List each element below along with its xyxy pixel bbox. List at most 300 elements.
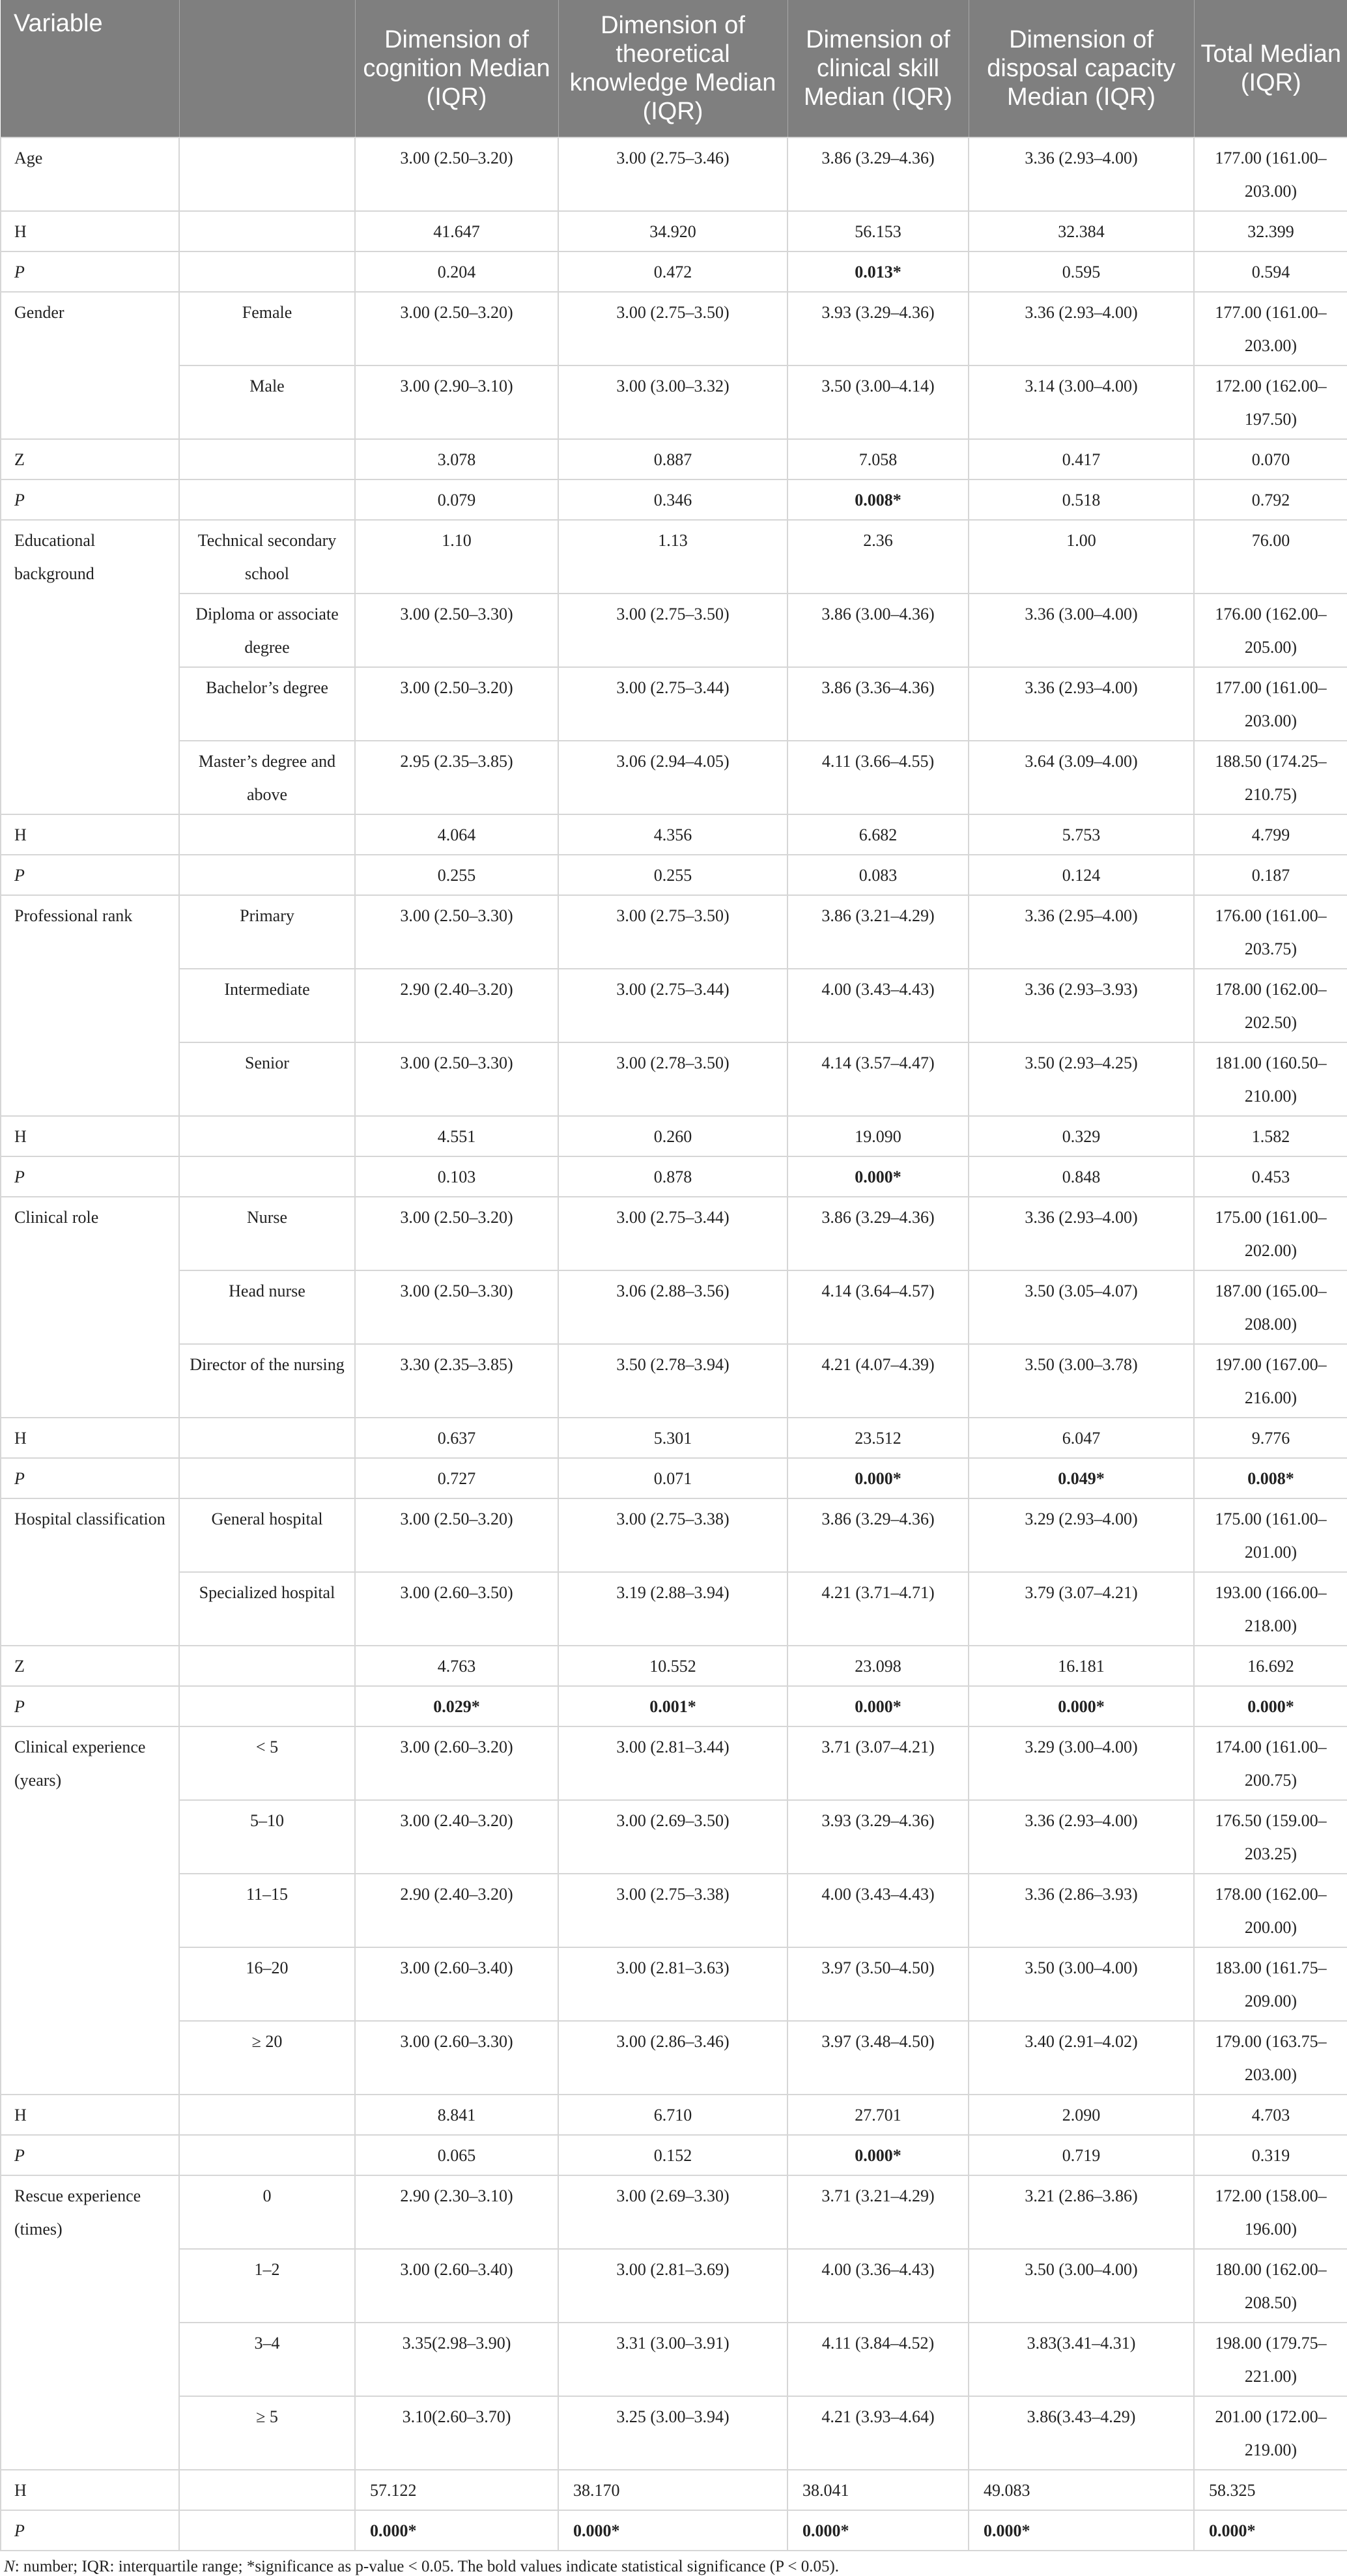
- value-cell: [787, 292, 969, 365]
- cell-value: 3.00 (2.75–3.50): [616, 906, 730, 925]
- value-cell: [355, 1418, 558, 1458]
- table-row: [1, 2510, 1347, 2551]
- value-cell: [969, 1572, 1194, 1646]
- value-cell: [355, 741, 558, 814]
- cell-value: 3.25 (3.00–3.94): [616, 2407, 730, 2426]
- value-cell: [787, 1800, 969, 1874]
- table-row: [1, 1458, 1347, 1498]
- value-cell: [355, 1874, 558, 1947]
- value-cell: [558, 211, 787, 251]
- variable-cell: Clinical experience (years): [1, 1726, 179, 2095]
- value-cell: [558, 251, 787, 292]
- value-cell: [1194, 1418, 1347, 1458]
- significant-value: 0.000*: [855, 1167, 901, 1186]
- cell-value: 0.878: [653, 1167, 692, 1186]
- cell-value: 56.153: [855, 222, 901, 241]
- table-header: [1, 0, 1347, 137]
- cell-value: 3.30 (2.35–3.85): [400, 1355, 513, 1374]
- subgroup-cell: [179, 2135, 355, 2175]
- value-cell: [355, 2021, 558, 2095]
- value-cell: [558, 520, 787, 594]
- cell-value: 197.00 (167.00–216.00): [1215, 1355, 1327, 1407]
- cell-value: 3.86 (3.29–4.36): [821, 1208, 935, 1227]
- value-cell: [969, 439, 1194, 479]
- value-cell: [1194, 814, 1347, 855]
- cell-value: 176.00 (162.00–205.00): [1215, 605, 1327, 657]
- value-cell: [1194, 479, 1347, 520]
- cell-value: 3.14 (3.00–4.00): [1025, 377, 1138, 395]
- cell-value: 3.00 (2.60–3.40): [400, 1958, 513, 1977]
- significant-value: 0.000*: [370, 2521, 417, 2540]
- table-row: [1, 855, 1347, 895]
- value-cell: [969, 814, 1194, 855]
- cell-value: 0.329: [1062, 1127, 1101, 1146]
- cell-value: 3.36 (2.93–4.00): [1025, 678, 1138, 697]
- cell-value: 178.00 (162.00–202.50): [1215, 980, 1327, 1032]
- value-cell: [787, 251, 969, 292]
- variable-cell: P: [1, 1686, 179, 1726]
- cell-value: 4.763: [437, 1657, 476, 1676]
- subgroup-cell: [179, 1646, 355, 1686]
- table-row: [1, 1726, 1347, 1800]
- cell-value: 181.00 (160.50–210.00): [1215, 1053, 1327, 1106]
- cell-value: 187.00 (165.00–208.00): [1215, 1281, 1327, 1334]
- table-row: [1, 1418, 1347, 1458]
- value-cell: [1194, 292, 1347, 365]
- cell-value: 27.701: [855, 2106, 901, 2125]
- value-cell: [1194, 1646, 1347, 1686]
- significant-value: 0.000*: [1058, 1697, 1105, 1716]
- header-cognition: Dimension of cognition Median (IQR): [355, 0, 558, 137]
- cell-value: 3.50 (3.05–4.07): [1025, 1281, 1138, 1300]
- subgroup-cell: [179, 814, 355, 855]
- value-cell: [787, 1458, 969, 1498]
- cell-value: 3.71 (3.07–4.21): [821, 1738, 935, 1756]
- cell-value: 176.00 (161.00–203.75): [1215, 906, 1327, 958]
- value-cell: [787, 1270, 969, 1344]
- value-cell: [969, 1458, 1194, 1498]
- cell-value: 4.21 (3.93–4.64): [821, 2407, 935, 2426]
- value-cell: [1194, 855, 1347, 895]
- table-row: [1, 365, 1347, 439]
- table-row: [1, 1156, 1347, 1197]
- significant-value: 0.000*: [802, 2521, 849, 2540]
- variable-cell: Rescue experience (times): [1, 2175, 179, 2470]
- subgroup-cell: [179, 211, 355, 251]
- value-cell: [355, 1726, 558, 1800]
- subgroup-cell: [179, 2470, 355, 2510]
- table-row: [1, 2249, 1347, 2323]
- cell-value: 4.11 (3.84–4.52): [821, 2334, 935, 2353]
- value-cell: [558, 2510, 787, 2551]
- cell-value: 38.170: [573, 2481, 620, 2500]
- value-cell: [787, 1646, 969, 1686]
- table-row: [1, 1572, 1347, 1646]
- value-cell: [1194, 1116, 1347, 1156]
- table-row: [1, 1498, 1347, 1572]
- cell-value: 4.799: [1251, 825, 1290, 844]
- variable-cell: P: [1, 2510, 179, 2551]
- subgroup-cell: [179, 855, 355, 895]
- value-cell: [969, 667, 1194, 741]
- cell-value: 3.00 (2.50–3.30): [400, 906, 513, 925]
- cell-value: 0.103: [437, 1167, 476, 1186]
- table-row: [1, 1686, 1347, 1726]
- footnote-abbrev: N: [4, 2558, 15, 2575]
- cell-value: 58.325: [1209, 2481, 1256, 2500]
- cell-value: 4.064: [437, 825, 476, 844]
- variable-cell: Professional rank: [1, 895, 179, 1116]
- cell-value: 3.00 (2.60–3.40): [400, 2260, 513, 2279]
- cell-value: 177.00 (161.00–203.00): [1215, 678, 1327, 730]
- value-cell: [787, 479, 969, 520]
- value-cell: [355, 2510, 558, 2551]
- value-cell: [1194, 211, 1347, 251]
- cell-value: 0.079: [437, 491, 476, 509]
- value-cell: [558, 439, 787, 479]
- cell-value: 3.00 (2.69–3.30): [616, 2186, 730, 2205]
- cell-value: 3.36 (2.93–3.93): [1025, 980, 1138, 999]
- cell-value: 188.50 (174.25–210.75): [1215, 752, 1327, 804]
- significant-value: 0.008*: [855, 491, 901, 509]
- subgroup-cell: Primary: [179, 895, 355, 969]
- value-cell: [787, 211, 969, 251]
- cell-value: 0.594: [1251, 263, 1290, 281]
- value-cell: [969, 1498, 1194, 1572]
- cell-value: 5.301: [653, 1429, 692, 1448]
- subgroup-cell: Intermediate: [179, 969, 355, 1042]
- cell-value: 3.79 (3.07–4.21): [1025, 1583, 1138, 1602]
- cell-value: 3.50 (2.93–4.25): [1025, 1053, 1138, 1072]
- significant-value: 0.029*: [433, 1697, 480, 1716]
- value-cell: [1194, 439, 1347, 479]
- value-cell: [787, 969, 969, 1042]
- variable-cell: P: [1, 1458, 179, 1498]
- value-cell: [558, 2135, 787, 2175]
- value-cell: [558, 1572, 787, 1646]
- significant-value: 0.000*: [855, 1697, 901, 1716]
- value-cell: [969, 1726, 1194, 1800]
- value-cell: [787, 1197, 969, 1270]
- cell-value: 201.00 (172.00–219.00): [1215, 2407, 1327, 2459]
- cell-value: 3.83(3.41–4.31): [1027, 2334, 1136, 2353]
- cell-value: 172.00 (162.00–197.50): [1215, 377, 1327, 429]
- value-cell: [1194, 1042, 1347, 1116]
- cell-value: 6.710: [653, 2106, 692, 2125]
- value-cell: [969, 211, 1194, 251]
- value-cell: [787, 1156, 969, 1197]
- variable-cell: Gender: [1, 292, 179, 439]
- cell-value: 3.00 (2.90–3.10): [400, 377, 513, 395]
- cell-value: 5.753: [1062, 825, 1101, 844]
- table-row: [1, 2095, 1347, 2135]
- value-cell: [558, 137, 787, 211]
- cell-value: 3.00 (2.50–3.30): [400, 1281, 513, 1300]
- value-cell: [355, 2175, 558, 2249]
- value-cell: [1194, 1686, 1347, 1726]
- variable-cell: H: [1, 2470, 179, 2510]
- cell-value: 0.071: [653, 1469, 692, 1488]
- cell-value: 3.00 (2.69–3.50): [616, 1811, 730, 1830]
- cell-value: 3.10(2.60–3.70): [402, 2407, 511, 2426]
- value-cell: [355, 1646, 558, 1686]
- value-cell: [355, 520, 558, 594]
- value-cell: [787, 1947, 969, 2021]
- value-cell: [787, 2021, 969, 2095]
- variable-cell: P: [1, 251, 179, 292]
- value-cell: [1194, 2175, 1347, 2249]
- value-cell: [969, 2095, 1194, 2135]
- cell-value: 3.00 (2.86–3.46): [616, 2032, 730, 2051]
- value-cell: [787, 1042, 969, 1116]
- value-cell: [1194, 137, 1347, 211]
- cell-value: 3.00 (2.50–3.20): [400, 678, 513, 697]
- cell-value: 193.00 (166.00–218.00): [1215, 1583, 1327, 1635]
- cell-value: 7.058: [858, 450, 898, 469]
- value-cell: [969, 365, 1194, 439]
- table-row: [1, 2021, 1347, 2095]
- value-cell: [355, 1947, 558, 2021]
- value-cell: [969, 2396, 1194, 2470]
- cell-value: 3.00 (2.60–3.50): [400, 1583, 513, 1602]
- value-cell: [355, 1458, 558, 1498]
- value-cell: [787, 855, 969, 895]
- value-cell: [558, 292, 787, 365]
- value-cell: [1194, 1197, 1347, 1270]
- cell-value: 3.36 (2.93–4.00): [1025, 149, 1138, 167]
- value-cell: [558, 1874, 787, 1947]
- value-cell: [969, 2323, 1194, 2396]
- value-cell: [355, 1116, 558, 1156]
- cell-value: 176.50 (159.00–203.25): [1215, 1811, 1327, 1863]
- header-disposal: Dimension of disposal capacity Median (IQR): [969, 0, 1194, 137]
- table-row: [1, 895, 1347, 969]
- cell-value: 3.97 (3.48–4.50): [821, 2032, 935, 2051]
- value-cell: [355, 1498, 558, 1572]
- cell-value: 3.00 (2.81–3.44): [616, 1738, 730, 1756]
- cell-value: 4.00 (3.43–4.43): [821, 980, 935, 999]
- value-cell: [969, 1686, 1194, 1726]
- value-cell: [969, 1947, 1194, 2021]
- value-cell: [558, 1156, 787, 1197]
- value-cell: [355, 2470, 558, 2510]
- value-cell: [787, 2095, 969, 2135]
- value-cell: [1194, 2510, 1347, 2551]
- subgroup-cell: ≥ 5: [179, 2396, 355, 2470]
- value-cell: [1194, 1947, 1347, 2021]
- cell-value: 180.00 (162.00–208.50): [1215, 2260, 1327, 2312]
- variable-cell: Z: [1, 1646, 179, 1686]
- cell-value: 2.090: [1062, 2106, 1101, 2125]
- cell-value: 3.71 (3.21–4.29): [821, 2186, 935, 2205]
- cell-value: 0.727: [437, 1469, 476, 1488]
- value-cell: [787, 814, 969, 855]
- value-cell: [558, 2323, 787, 2396]
- value-cell: [969, 292, 1194, 365]
- value-cell: [969, 251, 1194, 292]
- cell-value: 57.122: [370, 2481, 417, 2500]
- value-cell: [1194, 1344, 1347, 1418]
- cell-value: 3.93 (3.29–4.36): [821, 303, 935, 322]
- value-cell: [969, 594, 1194, 667]
- subgroup-cell: 16–20: [179, 1947, 355, 2021]
- value-cell: [969, 1042, 1194, 1116]
- cell-value: 3.36 (2.86–3.93): [1025, 1885, 1138, 1904]
- value-cell: [558, 2175, 787, 2249]
- cell-value: 178.00 (162.00–200.00): [1215, 1885, 1327, 1937]
- value-cell: [1194, 1270, 1347, 1344]
- value-cell: [969, 741, 1194, 814]
- value-cell: [558, 1270, 787, 1344]
- variable-cell: H: [1, 1116, 179, 1156]
- cell-value: 3.36 (2.95–4.00): [1025, 906, 1138, 925]
- cell-value: 0.083: [858, 866, 898, 885]
- header-skill: Dimension of clinical skill Median (IQR): [787, 0, 969, 137]
- value-cell: [1194, 251, 1347, 292]
- cell-value: 19.090: [855, 1127, 901, 1146]
- value-cell: [787, 2323, 969, 2396]
- table-row: [1, 2396, 1347, 2470]
- cell-value: 3.50 (2.78–3.94): [616, 1355, 730, 1374]
- table-row: [1, 439, 1347, 479]
- cell-value: 177.00 (161.00–203.00): [1215, 149, 1327, 201]
- cell-value: 3.31 (3.00–3.91): [616, 2334, 730, 2353]
- value-cell: [558, 1800, 787, 1874]
- table-row: [1, 969, 1347, 1042]
- value-cell: [355, 1344, 558, 1418]
- cell-value: 3.64 (3.09–4.00): [1025, 752, 1138, 771]
- value-cell: [787, 1116, 969, 1156]
- value-cell: [787, 1344, 969, 1418]
- table-row: [1, 1116, 1347, 1156]
- value-cell: [558, 2095, 787, 2135]
- table-row: [1, 520, 1347, 594]
- cell-value: 3.19 (2.88–3.94): [616, 1583, 730, 1602]
- value-cell: [969, 2135, 1194, 2175]
- table-row: [1, 594, 1347, 667]
- table-row: [1, 251, 1347, 292]
- value-cell: [969, 2510, 1194, 2551]
- table-row: [1, 814, 1347, 855]
- value-cell: [969, 1646, 1194, 1686]
- variable-cell: H: [1, 1418, 179, 1458]
- value-cell: [1194, 2323, 1347, 2396]
- cell-value: 3.29 (2.93–4.00): [1025, 1510, 1138, 1528]
- variable-cell: H: [1, 814, 179, 855]
- subgroup-cell: Diploma or associate degree: [179, 594, 355, 667]
- cell-value: 4.356: [653, 825, 692, 844]
- value-cell: [787, 594, 969, 667]
- subgroup-cell: [179, 2095, 355, 2135]
- cell-value: 3.00 (2.75–3.44): [616, 1208, 730, 1227]
- table-row: [1, 1197, 1347, 1270]
- cell-value: 3.93 (3.29–4.36): [821, 1811, 935, 1830]
- subgroup-cell: Female: [179, 292, 355, 365]
- value-cell: [355, 211, 558, 251]
- value-cell: [1194, 2470, 1347, 2510]
- value-cell: [355, 895, 558, 969]
- cell-value: 0.637: [437, 1429, 476, 1448]
- cell-value: 3.50 (3.00–3.78): [1025, 1355, 1138, 1374]
- cell-value: 16.181: [1058, 1657, 1105, 1676]
- cell-value: 0.255: [437, 866, 476, 885]
- value-cell: [355, 2095, 558, 2135]
- cell-value: 3.00 (2.78–3.50): [616, 1053, 730, 1072]
- cell-value: 0.255: [653, 866, 692, 885]
- value-cell: [787, 2510, 969, 2551]
- variable-cell: P: [1, 1156, 179, 1197]
- value-cell: [558, 2021, 787, 2095]
- table-row: [1, 292, 1347, 365]
- cell-value: 0.260: [653, 1127, 692, 1146]
- subgroup-cell: Director of the nursing: [179, 1344, 355, 1418]
- cell-value: 0.204: [437, 263, 476, 281]
- cell-value: 3.00 (3.00–3.32): [616, 377, 730, 395]
- value-cell: [558, 1458, 787, 1498]
- value-cell: [558, 855, 787, 895]
- table-row: [1, 137, 1347, 211]
- value-cell: [969, 1116, 1194, 1156]
- value-cell: [355, 479, 558, 520]
- subgroup-cell: [179, 1686, 355, 1726]
- cell-value: 34.920: [649, 222, 696, 241]
- cell-value: 4.11 (3.66–4.55): [821, 752, 935, 771]
- cell-value: 3.00 (2.50–3.20): [400, 149, 513, 167]
- header-knowledge: Dimension of theoretical knowledge Median (IQR): [558, 0, 787, 137]
- cell-value: 175.00 (161.00–202.00): [1215, 1208, 1327, 1260]
- cell-value: 4.14 (3.57–4.47): [821, 1053, 935, 1072]
- cell-value: 4.00 (3.36–4.43): [821, 2260, 935, 2279]
- table-row: [1, 667, 1347, 741]
- subgroup-cell: 3–4: [179, 2323, 355, 2396]
- cell-value: 3.00 (2.75–3.38): [616, 1885, 730, 1904]
- cell-value: 23.098: [855, 1657, 901, 1676]
- cell-value: 174.00 (161.00–200.75): [1215, 1738, 1327, 1790]
- value-cell: [355, 594, 558, 667]
- header-variable: Variable: [1, 0, 179, 137]
- cell-value: 0.319: [1251, 2146, 1290, 2165]
- cell-value: 3.86 (3.00–4.36): [821, 605, 935, 623]
- subgroup-cell: Nurse: [179, 1197, 355, 1270]
- cell-value: 1.13: [658, 531, 688, 550]
- value-cell: [1194, 1156, 1347, 1197]
- value-cell: [355, 292, 558, 365]
- cell-value: 183.00 (161.75–209.00): [1215, 1958, 1327, 2011]
- table-row: [1, 479, 1347, 520]
- value-cell: [558, 1646, 787, 1686]
- footnote-text: : number; IQR: interquartile range; *significance as p-value < 0.05. The bold values indicate statistical significance (P < 0.05).: [14, 2558, 840, 2575]
- cell-value: 2.90 (2.30–3.10): [400, 2186, 513, 2205]
- cell-value: 3.21 (2.86–3.86): [1025, 2186, 1138, 2205]
- value-cell: [355, 667, 558, 741]
- cell-value: 6.682: [858, 825, 898, 844]
- cell-value: 0.453: [1251, 1167, 1290, 1186]
- value-cell: [787, 520, 969, 594]
- header-row: [1, 0, 1347, 137]
- value-cell: [1194, 1458, 1347, 1498]
- significant-value: 0.000*: [855, 1469, 901, 1488]
- value-cell: [355, 2396, 558, 2470]
- table-row: [1, 1042, 1347, 1116]
- value-cell: [1194, 594, 1347, 667]
- variable-cell: H: [1, 211, 179, 251]
- subgroup-cell: [179, 251, 355, 292]
- cell-value: 0.595: [1062, 263, 1101, 281]
- cell-value: 3.50 (3.00–4.00): [1025, 2260, 1138, 2279]
- table-row: [1, 2470, 1347, 2510]
- value-cell: [969, 969, 1194, 1042]
- table-row: [1, 1947, 1347, 2021]
